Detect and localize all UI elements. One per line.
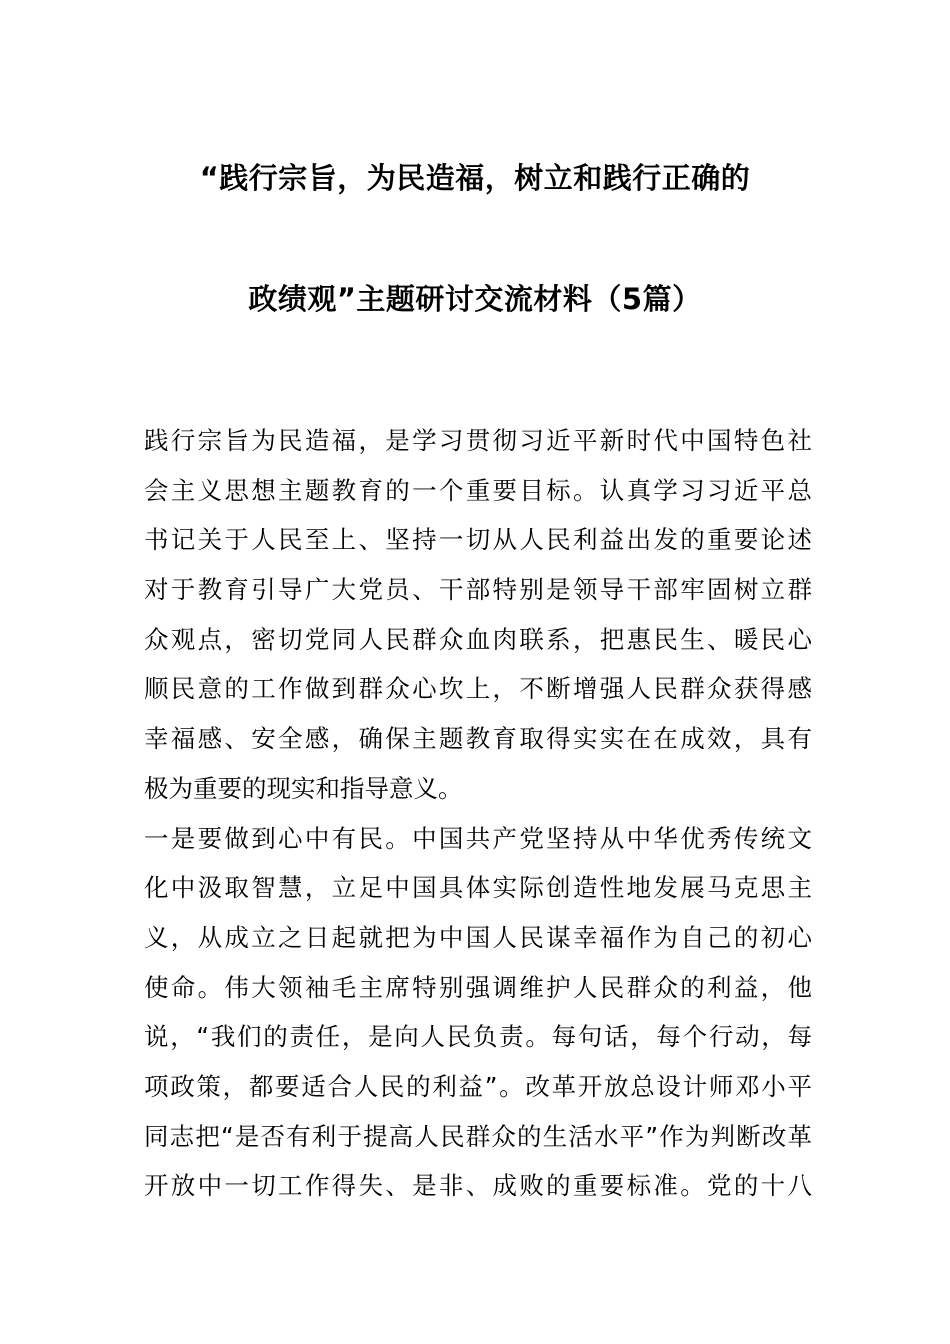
text-line: 众观点，密切党同人民群众血肉联系，把惠民生、暖民心 (144, 624, 812, 654)
document-title-line-2: 政绩观”主题研讨交流材料（5篇） (248, 282, 702, 316)
text-line: 说，“我们的责任，是向人民负责。每句话，每个行动，每 (144, 1022, 812, 1052)
document-title-line-1: “践行宗旨，为民造福，树立和践行正确的 (199, 161, 751, 195)
paragraph-point-one (144, 814, 812, 1212)
text-line: 对于教育引导广大党员、干部特别是领导干部牢固树立群 (144, 575, 812, 605)
text-line: 书记关于人民至上、坚持一切从人民利益出发的重要论述 (144, 525, 812, 555)
paragraph-intro (144, 416, 812, 814)
text-line: 一是要做到心中有民。中国共产党坚持从中华优秀传统文 (144, 823, 812, 853)
text-line: 极为重要的现实和指导意义。 (144, 773, 463, 803)
text-line: 开放中一切工作得失、是非、成败的重要标准。党的十八 (144, 1171, 812, 1201)
text-line: 项政策，都要适合人民的利益”。改革开放总设计师邓小平 (144, 1071, 812, 1101)
text-line: 幸福感、安全感，确保主题教育取得实实在在成效，具有 (144, 724, 812, 754)
text-line: 会主义思想主题教育的一个重要目标。认真学习习近平总 (144, 475, 812, 505)
text-line: 顺民意的工作做到群众心坎上，不断增强人民群众获得感 (144, 674, 812, 704)
text-line: 使命。伟大领袖毛主席特别强调维护人民群众的利益，他 (144, 972, 812, 1002)
document-body (144, 416, 812, 1211)
text-line: 义，从成立之日起就把为中国人民谋幸福作为自己的初心 (144, 922, 812, 952)
text-line: 践行宗旨为民造福，是学习贯彻习近平新时代中国特色社 (144, 426, 812, 455)
text-line: 化中汲取智慧，立足中国具体实际创造性地发展马克思主 (144, 873, 812, 903)
text-line: 同志把“是否有利于提高人民群众的生活水平”作为判断改革 (144, 1121, 812, 1151)
